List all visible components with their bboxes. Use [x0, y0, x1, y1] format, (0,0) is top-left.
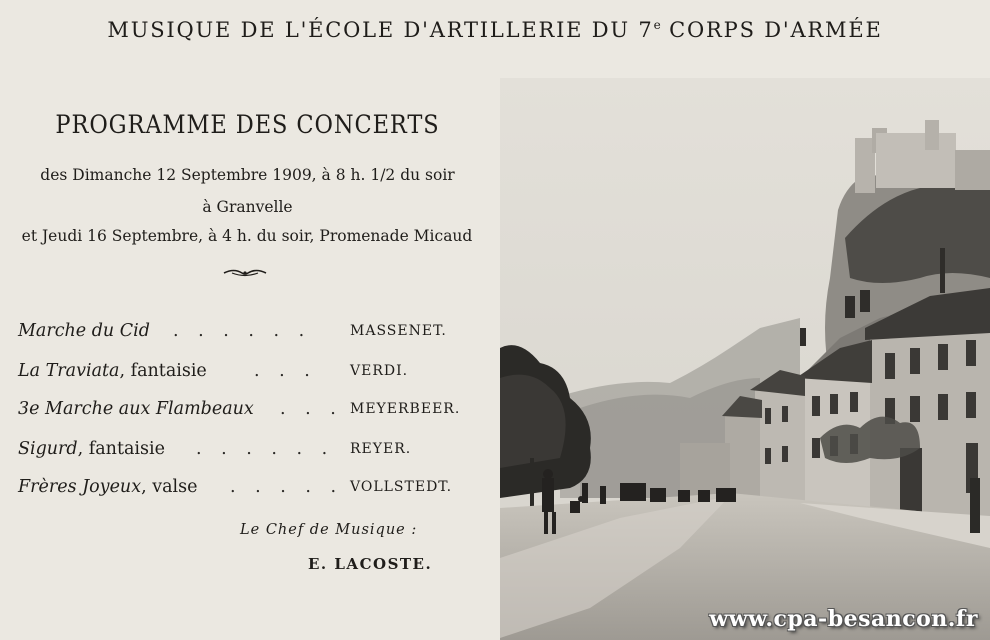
piece-composer: VOLLSTEDT. — [350, 479, 453, 495]
header-superscript: e — [653, 18, 661, 32]
leader-dots: . . . — [254, 361, 317, 381]
program-item — [18, 477, 488, 501]
program-date-line-1: des Dimanche 12 Septembre 1909, à 8 h. 1/2 du soir — [40, 166, 455, 184]
piece-title: 3e Marche aux Flambeaux — [18, 399, 254, 419]
piece-title: Marche du Cid — [18, 321, 150, 341]
piece-composer: VERDI. — [350, 363, 409, 379]
program-item — [18, 439, 488, 463]
program-date-line-2: et Jeudi 16 Septembre, à 4 h. du soir, Promenade Micaud — [21, 227, 473, 245]
piece-title: Frères Joyeux, valse — [18, 477, 198, 497]
program-item — [18, 361, 488, 385]
piece-composer: MEYERBEER. — [350, 401, 461, 417]
conductor-name: E. LACOSTE. — [308, 555, 433, 573]
program-panel — [0, 78, 500, 640]
photo-illustration — [500, 78, 990, 640]
leader-dots: . . . . . . — [196, 439, 335, 459]
ornament-divider — [222, 268, 268, 278]
leader-dots: . . . . . — [230, 477, 344, 497]
leader-dots: . . . — [280, 399, 343, 419]
header-text-end: CORPS D'ARMÉE — [660, 18, 883, 42]
piece-composer: REYER. — [350, 441, 412, 457]
program-item — [18, 321, 488, 345]
postcard-header — [0, 18, 990, 42]
program-title: PROGRAMME DES CONCERTS — [55, 110, 440, 139]
piece-composer: MASSENET. — [350, 323, 447, 339]
website-watermark: www.cpa-besancon.fr — [709, 606, 978, 632]
piece-title: Sigurd, fantaisie — [18, 439, 165, 459]
street-photograph — [500, 78, 990, 640]
program-item — [18, 399, 488, 423]
leader-dots: . . . . . . — [173, 321, 312, 341]
header-text-start: MUSIQUE DE L'ÉCOLE D'ARTILLERIE DU 7 — [107, 18, 654, 42]
piece-title: La Traviata, fantaisie — [18, 361, 207, 381]
conductor-label: Le Chef de Musique : — [240, 522, 418, 538]
program-venue-line: à Granvelle — [202, 198, 293, 216]
